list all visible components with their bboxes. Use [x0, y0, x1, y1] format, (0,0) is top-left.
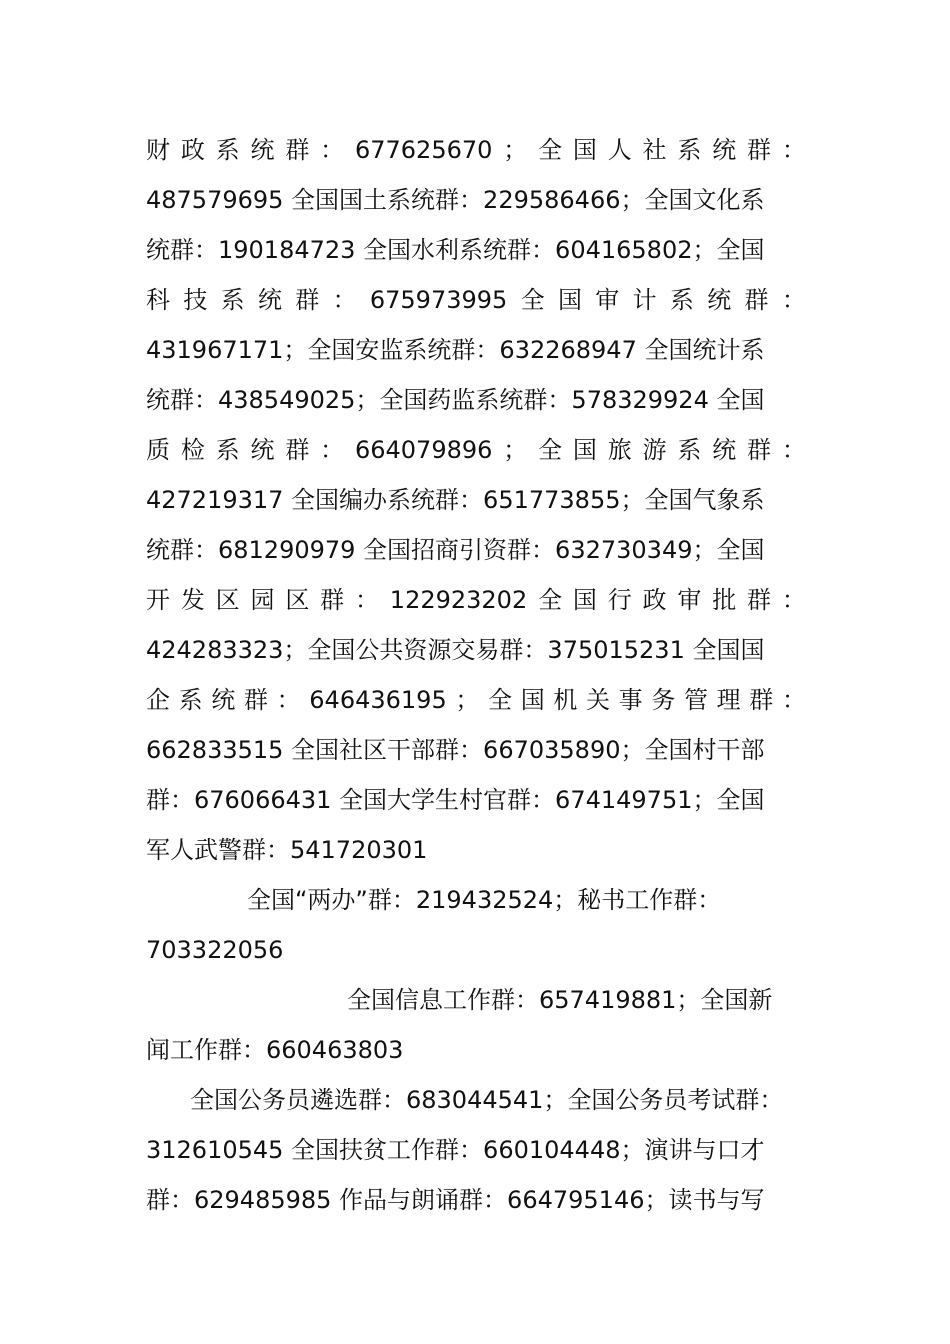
text-char: ：	[320, 436, 345, 464]
text-char: 国	[557, 286, 582, 314]
text-char: ：	[781, 436, 806, 464]
text-line	[146, 685, 806, 715]
text-char: ；	[455, 686, 480, 714]
text-char: 群	[747, 586, 772, 614]
text-char: ；	[503, 436, 528, 464]
text-line: 统群：190184723 全国水利系统群：604165802；全国	[146, 236, 765, 264]
text-char: 理	[716, 686, 741, 714]
text-line: 662833515 全国社区干部群：667035890；全国村干部	[146, 736, 765, 764]
text-char: ：	[781, 686, 806, 714]
text-char: 社	[642, 136, 667, 164]
text-char: 系	[677, 436, 702, 464]
text-char: 群	[285, 136, 310, 164]
text-char: ：	[332, 286, 357, 314]
text-char: 群	[749, 686, 774, 714]
text-char: 全	[488, 686, 513, 714]
text-char: 计	[632, 286, 657, 314]
text-line: 群：676066431 全国大学生村官群：674149751；全国	[146, 786, 765, 814]
text-char: 国	[520, 686, 545, 714]
text-char: 行	[607, 586, 632, 614]
text-char: 国	[572, 586, 597, 614]
text-char: 统	[712, 136, 737, 164]
text-char: 群	[285, 436, 310, 464]
text-char: 旅	[607, 436, 632, 464]
text-line: 统群：438549025；全国药监系统群：578329924 全国	[146, 386, 765, 414]
text-char: 关	[586, 686, 610, 714]
text-char: 统	[211, 686, 236, 714]
text-line: 427219317 全国编办系统群：651773855；全国气象系	[146, 486, 765, 514]
text-line	[146, 585, 806, 615]
text-char: 群	[747, 436, 772, 464]
text-char: 群	[320, 586, 345, 614]
text-char: 全	[520, 286, 545, 314]
text-char: 游	[642, 436, 667, 464]
text-char: 122923202	[389, 586, 528, 614]
text-char: 系	[677, 136, 702, 164]
text-line	[146, 135, 806, 165]
text-line: 312610545 全国扶贫工作群：660104448；演讲与口才	[146, 1136, 765, 1164]
text-char: 事	[618, 686, 643, 714]
text-char: 政	[180, 136, 205, 164]
text-char: 群	[295, 286, 320, 314]
text-char: 发	[180, 586, 205, 614]
text-line-indented: 全国公务员遴选群：683044541；全国公务员考试群：	[190, 1086, 784, 1114]
text-char: 检	[180, 436, 205, 464]
text-line: 闻工作群：660463803	[146, 1036, 404, 1064]
text-line-indented: 全国信息工作群：657419881；全国新	[347, 986, 773, 1014]
text-char: 646436195	[309, 686, 447, 714]
text-char: 技	[183, 286, 208, 314]
text-char: ：	[276, 686, 301, 714]
text-char: 全	[538, 436, 563, 464]
text-char: 批	[712, 586, 737, 614]
text-char: 政	[642, 586, 667, 614]
text-char: 人	[607, 136, 632, 164]
text-char: ：	[781, 136, 806, 164]
text-char: 群	[744, 286, 769, 314]
text-char: 国	[572, 136, 597, 164]
text-char: 区	[215, 586, 240, 614]
text-char: 统	[250, 436, 275, 464]
text-char: 财	[146, 136, 170, 164]
text-line: 424283323；全国公共资源交易群：375015231 全国国	[146, 636, 765, 664]
text-line: 703322056	[146, 936, 284, 964]
text-char: ；	[503, 136, 528, 164]
text-line: 统群：681290979 全国招商引资群：632730349；全国	[146, 536, 765, 564]
text-char: 国	[572, 436, 597, 464]
text-char: 管	[683, 686, 708, 714]
text-char: 务	[651, 686, 676, 714]
text-char: 群	[747, 136, 772, 164]
text-char: 统	[707, 286, 732, 314]
text-char: 企	[146, 686, 170, 714]
text-line: 487579695 全国国土系统群：229586466；全国文化系	[146, 186, 765, 214]
text-char: 群	[243, 686, 268, 714]
text-char: 统	[712, 436, 737, 464]
text-line	[146, 435, 806, 465]
text-char: 开	[146, 586, 170, 614]
text-char: 统	[250, 136, 275, 164]
text-char: 系	[669, 286, 694, 314]
text-char: ：	[320, 136, 345, 164]
text-char: 质	[146, 436, 170, 464]
text-char: 园	[250, 586, 275, 614]
text-char: 664079896	[354, 436, 493, 464]
text-char: ：	[781, 286, 806, 314]
text-char: 系	[215, 136, 240, 164]
text-line: 军人武警群：541720301	[146, 836, 428, 864]
text-char: 审	[595, 286, 620, 314]
text-char: 675973995	[369, 286, 508, 314]
text-line: 群：629485985 作品与朗诵群：664795146；读书与写	[146, 1186, 765, 1214]
text-char: 系	[215, 436, 240, 464]
text-char: ：	[354, 586, 379, 614]
text-char: 系	[220, 286, 245, 314]
text-char: 统	[257, 286, 282, 314]
text-char: 审	[677, 586, 702, 614]
text-char: 系	[178, 686, 203, 714]
text-char: 科	[146, 286, 170, 314]
text-line-indented: 全国“两办”群：219432524；秘书工作群：	[247, 886, 722, 914]
text-char: 区	[285, 586, 310, 614]
text-char: 全	[538, 136, 563, 164]
text-line	[146, 285, 806, 315]
text-char: ：	[781, 586, 806, 614]
text-char: 机	[553, 686, 578, 714]
text-char: 677625670	[354, 136, 493, 164]
text-line: 431967171；全国安监系统群：632268947 全国统计系	[146, 336, 765, 364]
text-char: 全	[538, 586, 563, 614]
